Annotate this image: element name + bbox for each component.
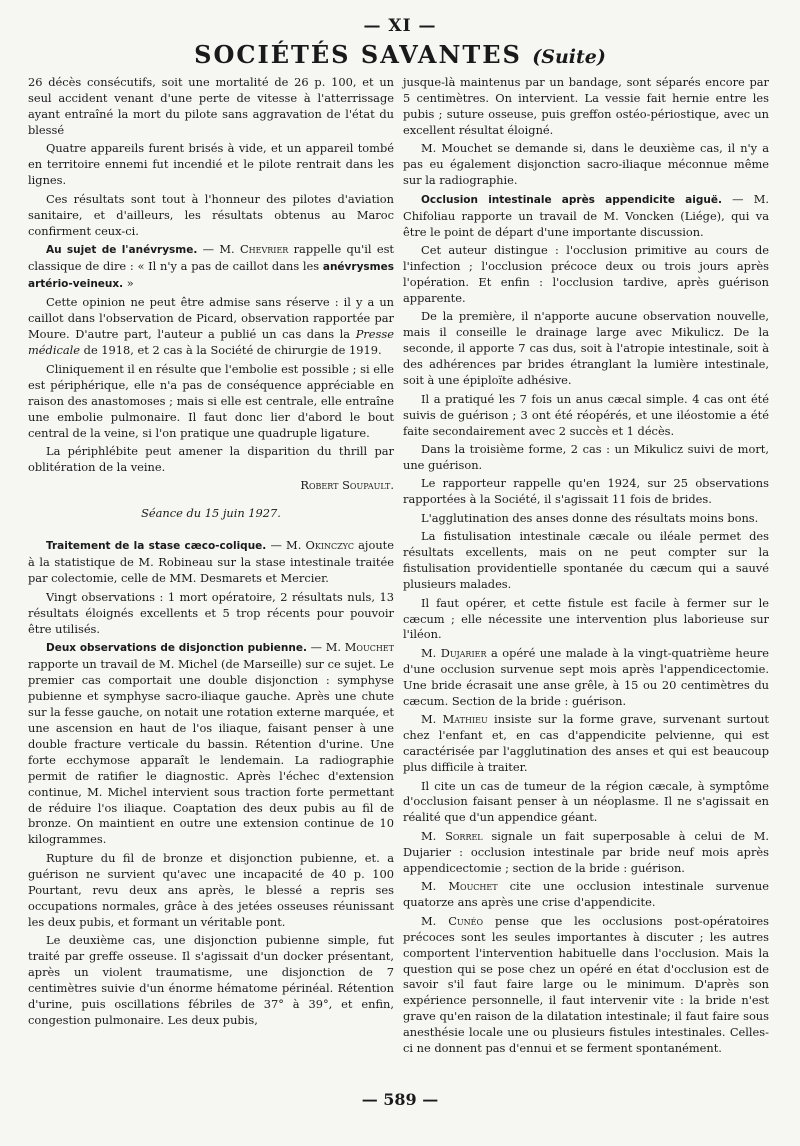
- page-number: — 589 —: [361, 1090, 439, 1109]
- paragraph: M. Sorrel signale un fait superposable à celui de M. Dujarier : occlusion intestinale par bride neuf mois après appendicectomie ; section de la bride : guérison.: [403, 828, 769, 875]
- paragraph: La fistulisation intestinale cæcale ou iléale permet des résultats excellents, mais on ne peut compter sur la fistulisation providentielle spontanée du cæcum qui a sauvé plusieurs malades.: [403, 529, 769, 592]
- session-date: Séance du 15 juin 1927.: [141, 506, 281, 521]
- section-heading: Traitement de la stase cæco-colique.: [46, 540, 267, 553]
- title-suite: (Suite): [532, 46, 606, 68]
- signature: Robert Soupault.: [300, 478, 394, 493]
- paragraph-occlusion: Occlusion intestinale après appendicite aiguë. — M. Chifoliau rapporte un travail de M. Voncken (Liége), qui va être le point de départ d'une importante discussion.: [403, 191, 769, 239]
- paragraph: Il a pratiqué les 7 fois un anus cæcal simple. 4 cas ont été suivis de guérison ; 3 ont été réopérés, et une iléostomie a été faite secondairement avec 2 succès et 1 décès.: [403, 391, 769, 438]
- paragraph: M. Mouchet cite une occlusion intestinale survenue quatorze ans après une crise d'appendicite.: [403, 879, 769, 910]
- author-name: Okinczyc: [305, 538, 354, 553]
- paragraph-stase: Traitement de la stase cæco-colique. — M. Okinczyc ajoute à la statistique de M. Robineau sur la stase intestinale traitée par colectomie, celle de MM. Desmarets et Mercier.: [28, 538, 394, 586]
- paragraph: 26 décès consécutifs, soit une mortalité de 26 p. 100, et un seul accident venant d'une perte de vitesse à l'atterrissage ayant entraîné la mort du pilote sans aggravation de l'état du blessé: [28, 75, 394, 137]
- paragraph: Quatre appareils furent brisés à vide, et un appareil tombé en territoire ennemi fut incendié et le pilote rentrait dans les lignes.: [28, 141, 394, 188]
- paragraph-aneurysm: Au sujet de l'anévrysme. — M. Chevrier rappelle qu'il est classique de dire : « Il n'y a pas de caillot dans les anévrysmes artério-veineux. »: [28, 242, 394, 290]
- paragraph: Le deuxième cas, une disjonction pubienne simple, fut traité par greffe osseuse. Il s'agissait d'un docker présentant, après un violent traumatisme, une disjonction de 7 centimètres suivie d'un énorme hématome périnéal. Rétention d'urine, puis oscillations fébriles de 37° à 39°, et enfin, congestion pulmonaire. Les deux pubis,: [28, 933, 394, 1027]
- paragraph: M. Cunéo pense que les occlusions post-opératoires précoces sont les seules importantes à discuter ; les autres comportent l'intervention habituelle dans l'occlusion. Mais la question qui se pose chez un opéré en état d'occlusion est de savoir s'il faut faire large ou le minimum. D'après son expérience personnelle, il faut intervenir vite : la bride n'est grave qu'en raison de la dilatation intestinale; il faut faire sous anesthésie locale une ou plusieurs fistules intestinales. Celles-ci ne donnent pas d'ennui et se ferment spontanément.: [403, 913, 770, 1056]
- right-column: [403, 75, 769, 1060]
- author-name: Mouchet: [448, 879, 498, 894]
- paragraph: Il cite un cas de tumeur de la région cæcale, à symptôme d'occlusion faisant penser à un néoplasme. Il ne s'agissait en réalité que d'un appendice géant.: [403, 778, 769, 825]
- paragraph: Rupture du fil de bronze et disjonction pubienne, et. a guérison ne survient qu'avec une incapacité de 40 p. 100 Pourtant, revu deux ans après, le blessé a repris ses occupations normales, grâce à des jetées osseuses réunissant les deux pubis, et formant un véritable pont.: [28, 850, 394, 929]
- section-heading: Au sujet de l'anévrysme.: [46, 244, 198, 257]
- author-name: Mouchet: [344, 640, 394, 654]
- author-name: Mathieu: [442, 712, 488, 727]
- paragraph: Cette opinion ne peut être admise sans réserve : il y a un caillot dans l'observation de Picard, observation rapportée par Moure. D'autre part, l'auteur a publié un cas dans la Presse médicale de 1918, et 2 cas à la Société de chirurgie de 1919.: [28, 295, 394, 358]
- author-name: Dujarier: [440, 645, 487, 660]
- paragraph: Cet auteur distingue : l'occlusion primitive au cours de l'infection ; l'occlusion précoce deux ou trois jours après l'opération. Et enfin : l'occlusion tardive, après guérison apparente.: [403, 243, 769, 305]
- title-main: SOCIÉTÉS SAVANTES: [194, 40, 522, 69]
- paragraph: Dans la troisième forme, 2 cas : un Mikulicz suivi de mort, une guérison.: [403, 441, 769, 472]
- page-roman-numeral: — XI —: [363, 16, 437, 36]
- paragraph-disjonction: Deux observations de disjonction pubienne. — M. Mouchet rapporte un travail de M. Michel (de Marseille) sur ce sujet. Le premier cas comportait une double disjonction : symphyse pubienne et symphyse sacro-iliaque gauche. Après une chute sur la fesse gauche, on notait une rotation externe marquée, et une ascension en haut de l'os iliaque, faisant penser à une double fracture verticale du bassin. Rétention d'urine. Une forte ecchymose apparaît le lendemain. La radiographie permit de ratifier le diagnostic. Après l'échec d'extension continue, M. Michel intervient sous traction forte permettant de réduire l'os iliaque. Coaptation des deux pubis au fil de bronze. On maintient en outre une extension continue de 10 kilogrammes.: [28, 640, 394, 847]
- paragraph: M. Mouchet se demande si, dans le deuxième cas, il n'y a pas eu également disjonction sacro-iliaque méconnue même sur la radiographie.: [403, 141, 769, 188]
- paragraph: Le rapporteur rappelle qu'en 1924, sur 25 observations rapportées à la Société, il s'agissait 11 fois de brides.: [403, 476, 769, 507]
- author-name: Cunéo: [448, 913, 484, 928]
- paragraph: M. Mathieu insiste sur la forme grave, survenant surtout chez l'enfant et, en cas d'appendicite pelvienne, qui est caractérisée par l'agglutination des anses et qui est beaucoup plus difficile à traiter.: [403, 712, 770, 775]
- paragraph: L'agglutination des anses donne des résultats moins bons.: [421, 510, 759, 525]
- section-heading: Occlusion intestinale après appendicite aiguë.: [421, 193, 722, 206]
- paragraph: Il faut opérer, et cette fistule est facile à fermer sur le cæcum ; elle nécessite une intervention plus laborieuse sur l'iléon.: [403, 595, 769, 642]
- paragraph: jusque-là maintenus par un bandage, sont séparés encore par 5 centimètres. On intervient. La vessie fait hernie entre les pubis ; suture osseuse, puis greffon ostéo-périostique, avec un excellent résultat éloigné.: [403, 75, 769, 137]
- paragraph: De la première, il n'apporte aucune observation nouvelle, mais il conseille le drainage large avec Mikulicz. De la seconde, il apporte 7 cas dus, soit à l'atropie intestinale, soit à des adhérences par brides étranglant la lumière intestinale, soit à une épiploïte adhésive.: [403, 309, 769, 388]
- running-title: [0, 40, 800, 69]
- bold-term: anévrysmes artério-veineux.: [28, 260, 394, 290]
- author-name: Sorrel: [445, 828, 483, 843]
- paragraph: Ces résultats sont tout à l'honneur des pilotes d'aviation sanitaire, et d'ailleurs, les résultats obtenus au Maroc confirment ceux-ci.: [28, 191, 394, 238]
- paragraph: Vingt observations : 1 mort opératoire, 2 résultats nuls, 13 résultats éloignés excellents et 5 trop récents pour pouvoir être utilisés.: [28, 589, 394, 636]
- left-column: [28, 75, 394, 1031]
- paragraph: La périphlébite peut amener la disparition du thrill par oblitération de la veine.: [28, 443, 394, 474]
- author-name: Chevrier: [239, 242, 289, 257]
- journal-name: Presse médicale: [28, 327, 394, 358]
- paragraph: M. Dujarier a opéré une malade à la vingt-quatrième heure d'une occlusion survenue sept mois après l'appendicectomie. Une bride écrasait une anse grêle, à 15 ou 20 centimètres du cæcum. Section de la bride : guérison.: [403, 645, 770, 708]
- section-heading: Deux observations de disjonction pubienne.: [46, 642, 307, 654]
- paragraph: Cliniquement il en résulte que l'embolie est possible ; si elle est périphérique, elle n'a pas de conséquence appréciable en raison des anastomoses ; mais si elle est centrale, elle entraîne une embolie pulmonaire. Il faut donc lier d'abord le bout central de la veine, si l'on pratique une quadruple ligature.: [28, 361, 394, 440]
